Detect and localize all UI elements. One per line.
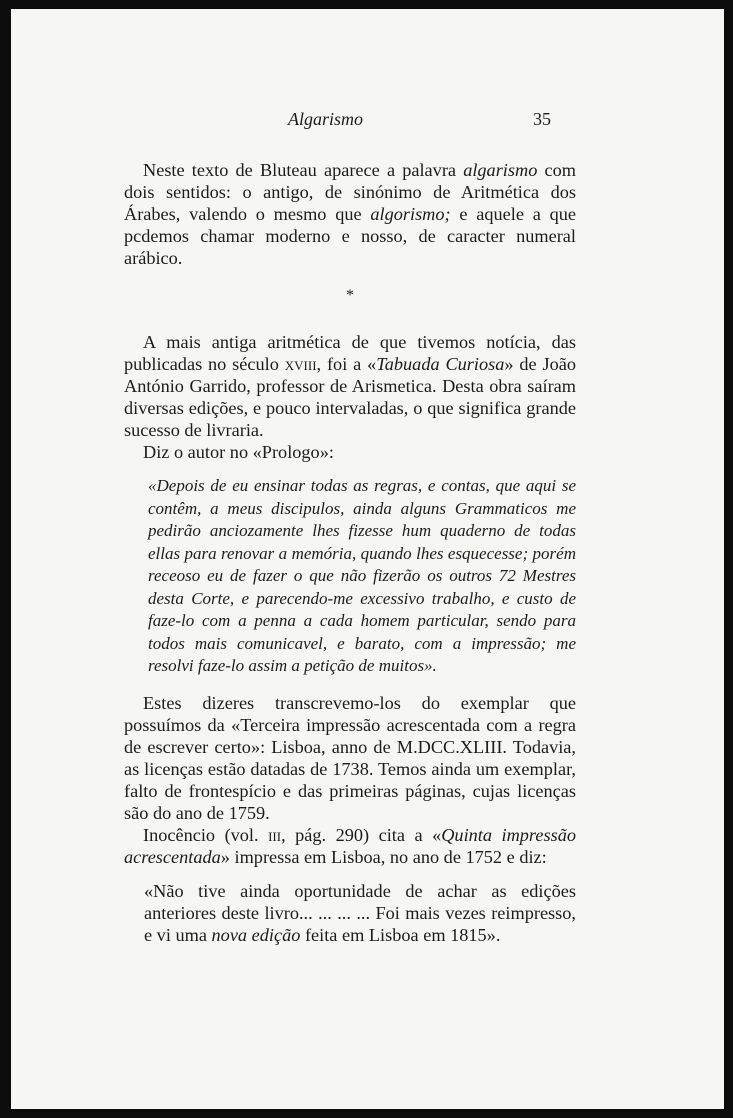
century-numeral: xviii (284, 354, 317, 374)
text-run: , pág. 290) cita a « (281, 824, 442, 845)
section-separator: * (346, 287, 354, 304)
book-title: Tabuada Curiosa (376, 354, 505, 374)
text-run: , foi a « (316, 354, 377, 374)
text-run: A mais antiga aritmética de que tivemos notícia, das publicadas no século (124, 332, 576, 374)
text-run: Neste texto de Bluteau aparece a palavra (143, 160, 464, 180)
italic-term: algorismo; (370, 204, 451, 224)
page-header (11, 109, 724, 133)
text-run: » impressa em Lisboa, no ano de 1752 e diz: (220, 846, 547, 867)
paragraph-3: Diz o autor no «Prologo»: (143, 442, 334, 462)
text-run: com dois sentidos: o antigo, de sinónimo de Aritmética dos Árabes, valendo o mesmo que (124, 160, 576, 224)
text-run: » de João António Garrido, professor de Arismetica. Desta obra saíram diversas edições, e pouco intervaladas, o que significa grande sucesso de livraria. (124, 354, 577, 440)
block-quote-inocencio (124, 880, 576, 946)
text-run: e aquele a que pcdemos chamar moderno e nosso, de caracter numeral arábico. (124, 204, 576, 268)
edition-title: Quinta impressão acrescentada (124, 824, 576, 867)
block-quote-prologo: «Depois de eu ensinar todas as regras, e contas, que aqui se contêm, a meus discipulos, ainda alguns Grammaticos me pedirão anciozamente lhes fizesse hum quaderno de todas ellas para renovar a memória, quando lhes esquecesse; porém receoso eu de fazer o que não fizerão os outros 72 Mestres desta Corte, e parecendo-me excessivo trabalho, e custo de faze-lo com a penna a cada homem particular, sendo para todos mais comunicavel, e barato, com a impressão; me resolvi faze-lo assim a petição de muitos». (148, 476, 576, 675)
running-title: Algarismo (288, 109, 364, 129)
text-run: «Não tive ainda oportunidade de achar as edições anteriores deste livro... ... ... ... Foi mais vezes reimpresso, e vi uma (144, 880, 576, 945)
text-run: Inocêncio (vol. (143, 824, 269, 845)
italic-term: nova edição (211, 924, 301, 945)
page-number: 35 (533, 109, 551, 129)
paragraph-1 (124, 159, 576, 269)
paragraph-2 (124, 331, 576, 441)
italic-term: algarismo (463, 160, 538, 180)
text-run: feita em Lisboa em 1815». (300, 924, 501, 945)
book-page (11, 9, 724, 1109)
paragraph-5 (124, 824, 576, 868)
volume-numeral: iii (268, 824, 282, 845)
page-body (124, 159, 576, 946)
paragraph-4: Estes dizeres transcrevemo-los do exemplar que possuímos da «Terceira impressão acrescentada com a regra de escrever certo»: Lisboa, anno de M.DCC.XLIII. Todavia, as licenças estão datadas de 1738. Temos ainda um exemplar, falto de frontespício e das primeiras páginas, cujas licenças são do ano de 1759. (124, 692, 576, 823)
